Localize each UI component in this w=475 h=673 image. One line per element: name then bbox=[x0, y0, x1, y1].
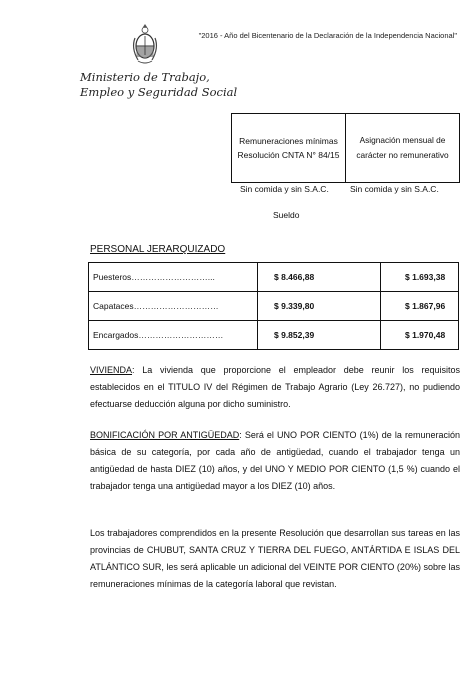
ministry-name bbox=[80, 70, 237, 100]
rates-table bbox=[88, 262, 459, 350]
table-row bbox=[89, 321, 459, 350]
table-row bbox=[89, 292, 459, 321]
remuneration-header: Remuneraciones mínimas Resolución CNTA N° 84/15 bbox=[232, 114, 346, 182]
category-cell: Puesteros………………………... bbox=[89, 263, 258, 292]
ministry-line-2: Empleo y Seguridad Social bbox=[80, 85, 238, 99]
ministry-line-1: Ministerio de Trabajo, bbox=[80, 70, 210, 84]
category-cell: Capataces………………………… bbox=[89, 292, 258, 321]
allowance-cell: $ 1.970,48 bbox=[381, 321, 459, 350]
allowance-cell: $ 1.867,96 bbox=[381, 292, 459, 321]
salary-cell: $ 9.339,80 bbox=[258, 292, 381, 321]
allowance-cell: $ 1.693,38 bbox=[381, 263, 459, 292]
category-cell: Encargados………………………… bbox=[89, 321, 258, 350]
salary-cell: $ 9.852,39 bbox=[258, 321, 381, 350]
allowance-header: Asignación mensual de carácter no remunerativo bbox=[356, 135, 449, 160]
bonificacion-paragraph bbox=[90, 427, 460, 495]
zona-paragraph: Los trabajadores comprendidos en la presente Resolución que desarrollan sus tareas en las provincias de CHUBUT, SANTA CRUZ Y TIERRA DEL FUEGO, ANTÁRTIDA E ISLAS DEL ATLÁNTICO SUR, les será aplicable un adicional del VEINTE POR CIENTO (20%) sobre las remuneraciones mínimas de la categoría laboral que revistan. bbox=[90, 528, 460, 589]
vivienda-text: : La vivienda que proporcione el empleador debe reunir los requisitos establecidos en el TITULO IV del Régimen de Trabajo Agrario (Ley 26.727), no pudiendo efectuarse deducción alguna por dicho suministro. bbox=[90, 365, 460, 409]
salary-cell: $ 8.466,88 bbox=[258, 263, 381, 292]
section-title: PERSONAL JERARQUIZADO bbox=[90, 244, 226, 255]
coat-of-arms-icon bbox=[130, 22, 160, 66]
bonificacion-term: BONIFICACIÓN POR ANTIGÜEDAD bbox=[90, 430, 240, 440]
remuneration-subheader: Sin comida y sin S.A.C. bbox=[240, 184, 329, 194]
vivienda-term: VIVIENDA bbox=[90, 365, 133, 375]
bicentennial-note: "2016 - Año del Bicentenario de la Declaración de la Independencia Nacional" bbox=[198, 31, 457, 40]
allowance-subheader: Sin comida y sin S.A.C. bbox=[350, 184, 439, 194]
table-row bbox=[89, 263, 459, 292]
salary-label: Sueldo bbox=[273, 210, 300, 220]
column-header-table bbox=[231, 113, 460, 183]
bonificacion-text: : Será el UNO POR CIENTO (1%) de la remuneración básica de su categoría, por cada año de antigüedad, cuando el trabajador tenga un antigüedad de hasta DIEZ (10) años, y del UNO Y MEDIO POR CIENTO (1,5 %) cuando el trabajador tenga una antigüedad mayor a los DIEZ (10) años. bbox=[90, 430, 460, 491]
vivienda-paragraph bbox=[90, 362, 460, 413]
